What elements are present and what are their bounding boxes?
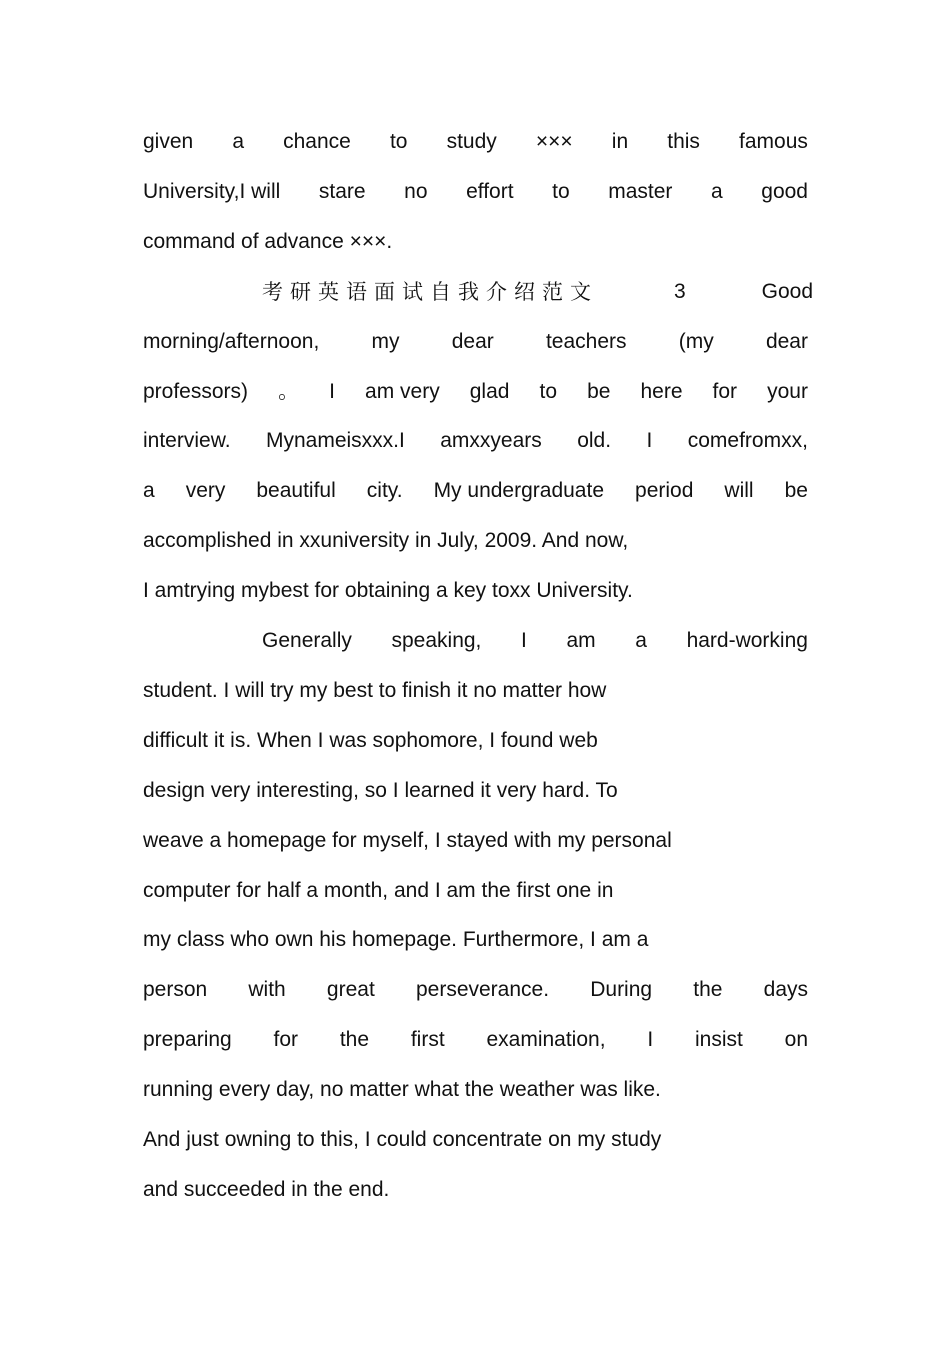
word: Good <box>761 280 813 303</box>
word: for <box>712 380 738 403</box>
word: the <box>339 1028 370 1051</box>
word: my <box>371 330 400 353</box>
word: examination, <box>486 1028 606 1051</box>
text-line: student. I will try my best to finish it no matter how <box>143 679 607 702</box>
word: city. <box>366 479 403 502</box>
word: am very <box>365 380 440 403</box>
word: I <box>329 380 335 403</box>
text-line: weave a homepage for myself, I stayed with my personal <box>143 829 672 852</box>
text-line <box>143 277 813 307</box>
word: be <box>784 479 808 502</box>
word: for <box>273 1028 299 1051</box>
word: 3 <box>673 280 686 303</box>
text-line <box>143 975 808 1005</box>
text-line <box>143 1025 808 1055</box>
word: My undergraduate <box>433 479 605 502</box>
word: dear <box>451 330 494 353</box>
text-line: running every day, no matter what the weather was like. <box>143 1078 661 1101</box>
word: Generally <box>262 629 352 652</box>
word: professors) <box>143 380 249 403</box>
word: on <box>784 1028 808 1051</box>
word: in <box>611 130 629 153</box>
word: am <box>566 629 596 652</box>
word: comefromxx, <box>687 429 808 452</box>
word: with <box>248 978 286 1001</box>
word: effort <box>466 180 514 203</box>
word: a <box>635 629 647 652</box>
word: University,I will <box>143 180 281 203</box>
word: I <box>521 629 527 652</box>
text-line: and succeeded in the end. <box>143 1178 390 1201</box>
text-line <box>143 626 808 656</box>
text-line: command of advance ×××. <box>143 230 393 253</box>
text-line <box>143 327 808 357</box>
word: a <box>711 180 723 203</box>
word: days <box>763 978 808 1001</box>
word: your <box>767 380 808 403</box>
text-line: computer for half a month, and I am the first one in <box>143 879 614 902</box>
word: very <box>185 479 226 502</box>
word: interview. <box>143 429 231 452</box>
word: perseverance. <box>415 978 550 1001</box>
word: study <box>446 130 497 153</box>
word: first <box>410 1028 445 1051</box>
word: preparing <box>143 1028 232 1051</box>
text-line <box>143 177 808 207</box>
word: here <box>640 380 683 403</box>
word: 。 <box>278 380 300 403</box>
word: Mynameisxxx.I <box>265 429 405 452</box>
text-line <box>143 476 808 506</box>
word: to <box>389 130 408 153</box>
word: speaking, <box>391 629 482 652</box>
word: no <box>404 180 428 203</box>
word: this <box>667 130 700 153</box>
text-line <box>143 377 808 407</box>
text-line: I amtrying mybest for obtaining a key toxx University. <box>143 579 633 602</box>
word: a <box>143 479 155 502</box>
word: master <box>608 180 673 203</box>
word: (my <box>678 330 714 353</box>
word: be <box>587 380 611 403</box>
word: hard-working <box>686 629 808 652</box>
word: given <box>143 130 194 153</box>
word: the <box>693 978 723 1001</box>
text-line: And just owning to this, I could concentrate on my study <box>143 1128 662 1151</box>
word: period <box>635 479 694 502</box>
text-line: my class who own his homepage. Furthermore, I am a <box>143 928 649 951</box>
word: glad <box>469 380 510 403</box>
word: During <box>590 978 653 1001</box>
text-line: design very interesting, so I learned it very hard. To <box>143 779 618 802</box>
word: to <box>539 380 558 403</box>
word: to <box>552 180 570 203</box>
word: great <box>326 978 375 1001</box>
word: beautiful <box>256 479 336 502</box>
word: chance <box>283 130 351 153</box>
word: I <box>647 1028 654 1051</box>
word: old. <box>577 429 612 452</box>
word: a <box>232 130 244 153</box>
word: famous <box>739 130 808 153</box>
word: ××× <box>535 130 573 153</box>
word: good <box>761 180 808 203</box>
word: 考研英语面试自我介绍范文 <box>262 280 598 304</box>
word: amxxyears <box>440 429 542 452</box>
text-line: accomplished in xxuniversity in July, 2009. And now, <box>143 529 629 552</box>
word: will <box>724 479 754 502</box>
word: morning/afternoon, <box>143 330 320 353</box>
word: I <box>646 429 653 452</box>
word: stare <box>318 180 366 203</box>
text-line <box>143 127 808 157</box>
word: dear <box>765 330 808 353</box>
text-line: difficult it is. When I was sophomore, I found web <box>143 729 598 752</box>
text-line <box>143 426 808 456</box>
word: person <box>143 978 208 1001</box>
word: teachers <box>545 330 627 353</box>
word: insist <box>694 1028 743 1051</box>
